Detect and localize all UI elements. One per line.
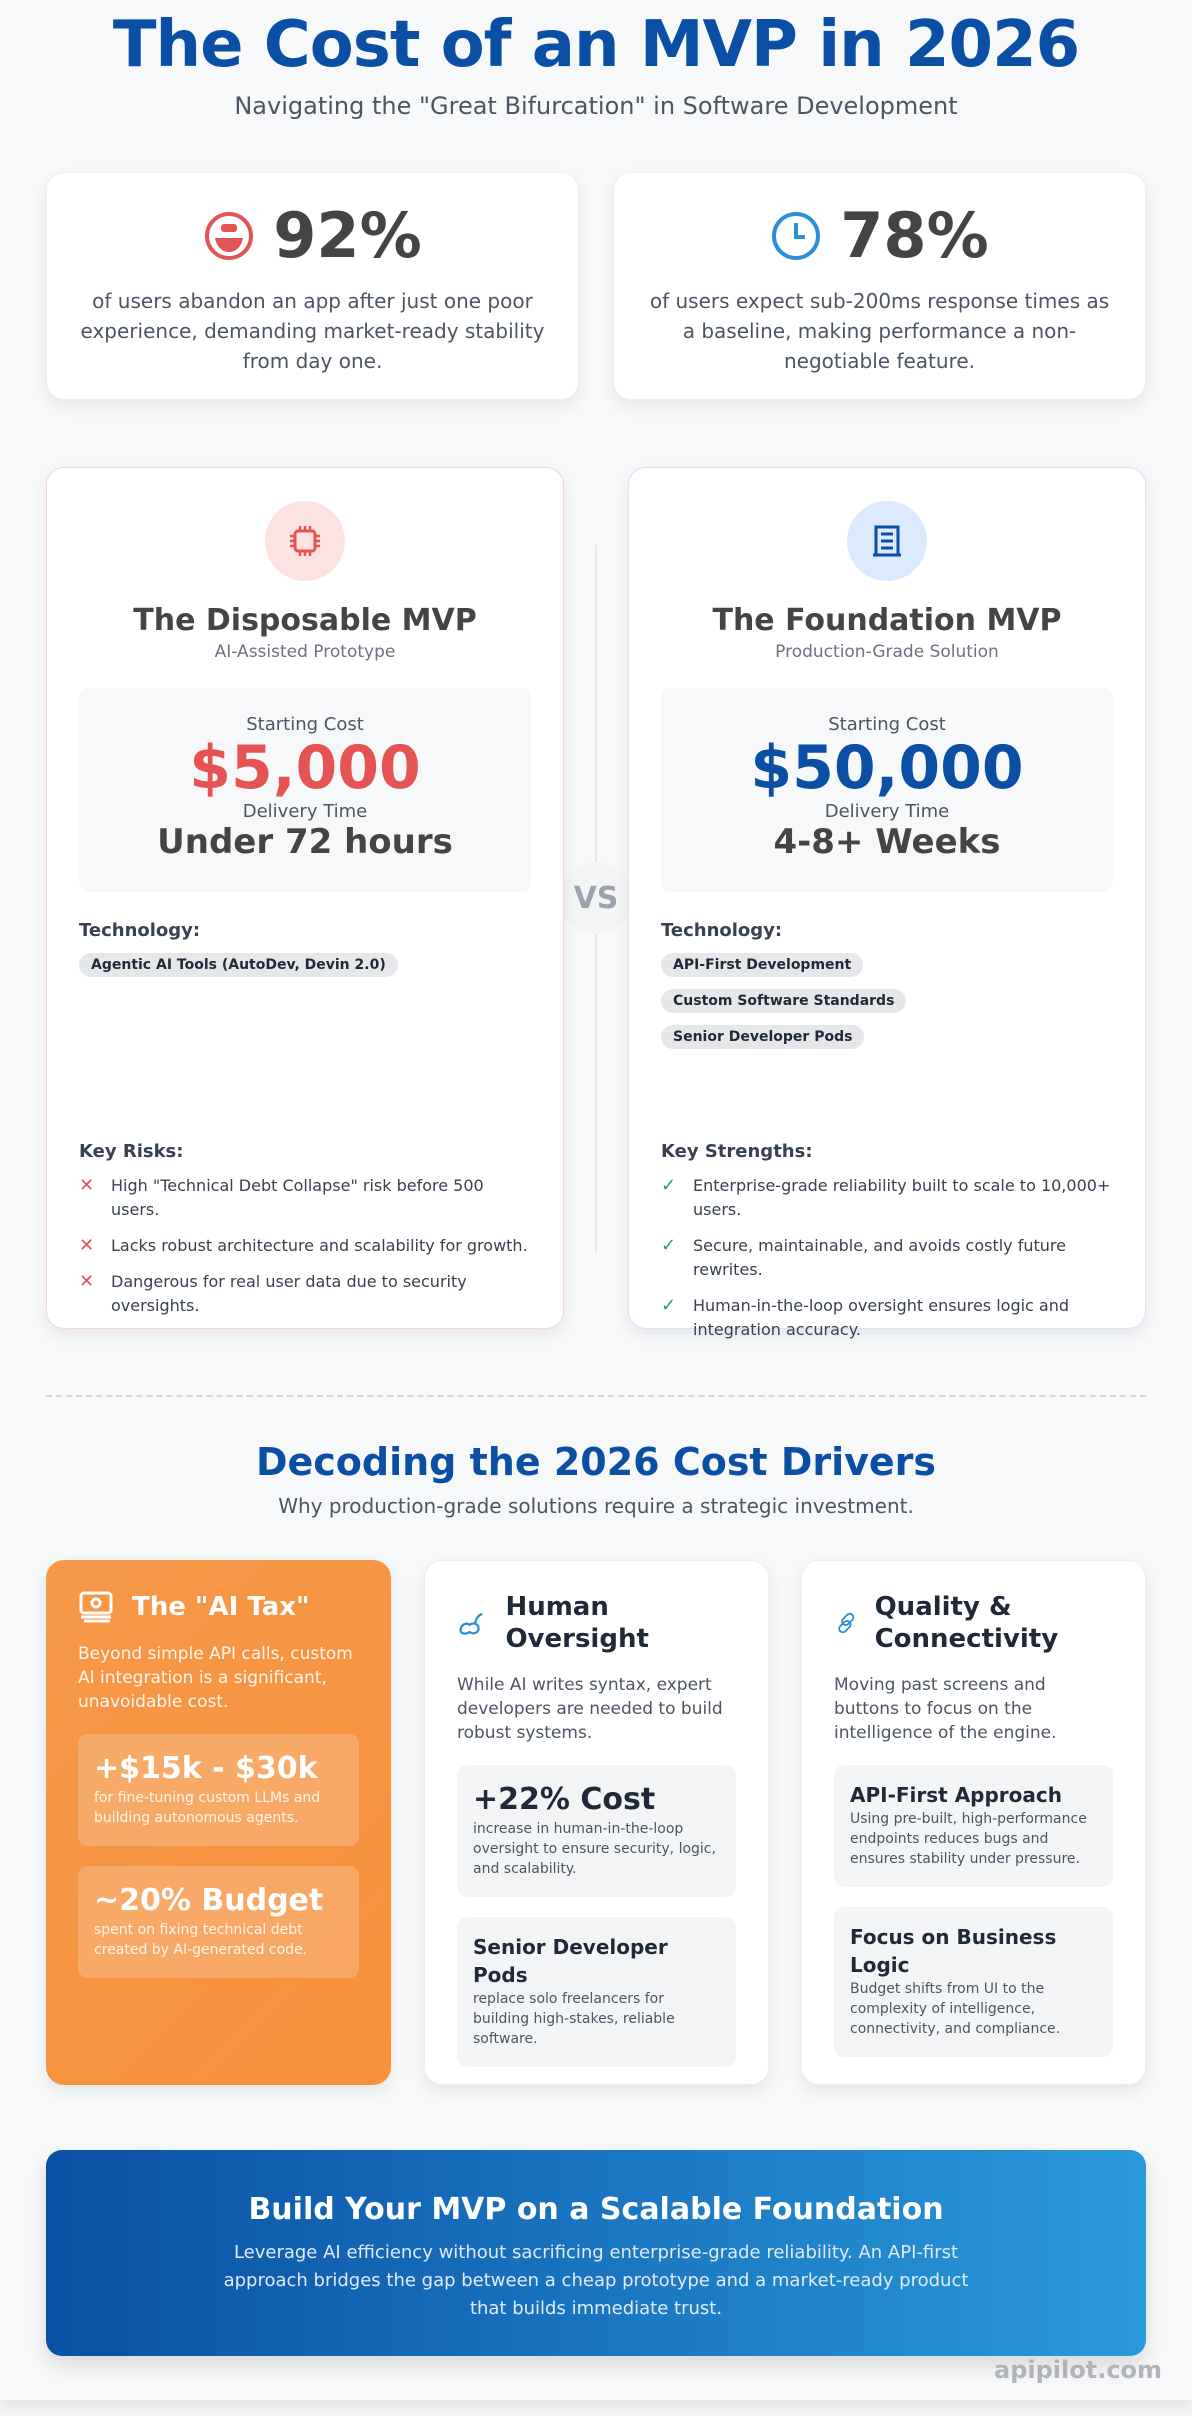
risk-text: Lacks robust architecture and scalability for growth. — [111, 1236, 528, 1255]
stat-text: of users expect sub-200ms response times as a baseline, making performance a non-negotiable feature. — [649, 289, 1110, 373]
section-divider — [46, 1395, 1146, 1397]
time-value: Under 72 hours — [157, 822, 453, 862]
risk-item — [79, 1234, 531, 1258]
server-rack-icon — [847, 501, 927, 581]
card-subtitle: Production-Grade Solution — [775, 642, 999, 662]
cost-label: Starting Cost — [246, 714, 364, 735]
clock-icon — [770, 210, 822, 262]
sad-face-icon — [203, 210, 255, 262]
cost-value: $5,000 — [189, 733, 421, 803]
x-icon: ✕ — [79, 1271, 95, 1292]
time-label: Delivery Time — [824, 801, 950, 822]
risks-label: Key Risks: — [79, 1141, 184, 1162]
money-icon — [78, 1590, 116, 1624]
metric-box — [834, 1765, 1113, 1887]
metric-box — [78, 1866, 359, 1978]
cost-label: Starting Cost — [828, 714, 946, 735]
cta-text: Leverage AI efficiency without sacrificing enterprise-grade reliability. An API-first approach bridges the gap between a cheap prototype and a market-ready product that builds immediate trust. — [223, 2242, 969, 2319]
metric-text: spent on fixing technical debt created by AI-generated code. — [94, 1922, 308, 1958]
human-oversight-card — [424, 1560, 769, 2085]
strength-text: Secure, maintainable, and avoids costly future rewrites. — [693, 1236, 1066, 1279]
tech-chip: Agentic AI Tools (AutoDev, Devin 2.0) — [79, 953, 398, 977]
card-title: The "AI Tax" — [132, 1592, 310, 1622]
stat-value: 78% — [840, 199, 989, 272]
metric-text: Budget shifts from UI to the complexity of intelligence, connectivity, and compliance. — [850, 1981, 1061, 2037]
card-text: Beyond simple API calls, custom AI integration is a significant, unavoidable cost. — [78, 1644, 353, 1712]
x-icon: ✕ — [79, 1235, 95, 1256]
card-title: Human Oversight — [505, 1592, 649, 1654]
stat-value: 92% — [273, 199, 422, 272]
metric-box — [457, 1917, 736, 2067]
metric-text: replace solo freelancers for building high-stakes, reliable software. — [473, 1991, 675, 2047]
tech-chip: Custom Software Standards — [661, 989, 906, 1013]
page-title: The Cost of an MVP in 2026 — [112, 8, 1080, 82]
x-icon: ✕ — [79, 1175, 95, 1196]
section-title: Decoding the 2026 Cost Drivers — [255, 1440, 937, 1484]
metric-text: Using pre-built, high-performance endpoints reduces bugs and ensures stability under pressure. — [850, 1811, 1087, 1867]
strengths-label: Key Strengths: — [661, 1141, 813, 1162]
cta-title: Build Your MVP on a Scalable Foundation — [248, 2192, 944, 2227]
card-subtitle: AI-Assisted Prototype — [214, 642, 396, 662]
strength-item — [661, 1234, 1113, 1282]
metric-text: increase in human-in-the-loop oversight to ensure security, logic, and scalability. — [473, 1821, 716, 1877]
chip-cpu-icon — [265, 501, 345, 581]
stat-card-response — [613, 172, 1146, 400]
tech-chip: Senior Developer Pods — [661, 1025, 864, 1049]
hand-seedling-icon — [457, 1605, 489, 1641]
strength-text: Enterprise-grade reliability built to scale to 10,000+ users. — [693, 1176, 1111, 1219]
risk-text: Dangerous for real user data due to security oversights. — [111, 1272, 467, 1315]
quality-connectivity-card — [801, 1560, 1146, 2085]
strength-item — [661, 1294, 1113, 1342]
price-panel — [661, 688, 1113, 892]
metric-value: ~20% Budget — [94, 1883, 324, 1918]
metric-value: +$15k - $30k — [94, 1751, 318, 1786]
cta-banner — [46, 2150, 1146, 2356]
vs-badge: VS — [560, 862, 632, 934]
metric-value: API-First Approach — [850, 1783, 1062, 1807]
metric-text: for fine-tuning custom LLMs and building autonomous agents. — [94, 1790, 321, 1826]
metric-value: Senior Developer Pods — [473, 1935, 668, 1987]
metric-box — [78, 1734, 359, 1846]
card-text: Moving past screens and buttons to focus on the intelligence of the engine. — [834, 1675, 1057, 1743]
time-label: Delivery Time — [242, 801, 368, 822]
strength-text: Human-in-the-loop oversight ensures logic and integration accuracy. — [693, 1296, 1070, 1339]
risk-text: High "Technical Debt Collapse" risk before 500 users. — [111, 1176, 484, 1219]
stat-card-abandon — [46, 172, 579, 400]
check-icon: ✓ — [661, 1295, 677, 1316]
metric-box — [457, 1765, 736, 1897]
tech-chip: API-First Development — [661, 953, 863, 977]
risk-item — [79, 1174, 531, 1222]
card-text: While AI writes syntax, expert developers are needed to build robust systems. — [457, 1675, 723, 1743]
check-icon: ✓ — [661, 1235, 677, 1256]
page-subtitle: Navigating the "Great Bifurcation" in Software Development — [234, 92, 958, 120]
price-panel — [79, 688, 531, 892]
section-subtitle: Why production-grade solutions require a strategic investment. — [278, 1494, 914, 1518]
metric-value: +22% Cost — [473, 1782, 656, 1817]
ai-tax-card — [46, 1560, 391, 2085]
metric-value: Focus on Business Logic — [850, 1925, 1057, 1977]
time-value: 4-8+ Weeks — [773, 822, 1001, 862]
risk-item — [79, 1270, 531, 1318]
cost-value: $50,000 — [750, 733, 1024, 803]
card-title: The Disposable MVP — [133, 603, 477, 638]
check-icon: ✓ — [661, 1175, 677, 1196]
technology-label: Technology: — [661, 920, 783, 941]
watermark: apipilot.com — [994, 2356, 1163, 2384]
card-title: Quality & Connectivity — [874, 1592, 1059, 1654]
card-title: The Foundation MVP — [712, 603, 1062, 638]
stat-text: of users abandon an app after just one poor experience, demanding market-ready stability from day one. — [80, 289, 545, 373]
link-icon — [834, 1606, 859, 1640]
foundation-mvp-card — [628, 467, 1146, 1339]
strength-item — [661, 1174, 1113, 1222]
disposable-mvp-card — [46, 467, 564, 1329]
technology-label: Technology: — [79, 920, 201, 941]
metric-box — [834, 1907, 1113, 2057]
